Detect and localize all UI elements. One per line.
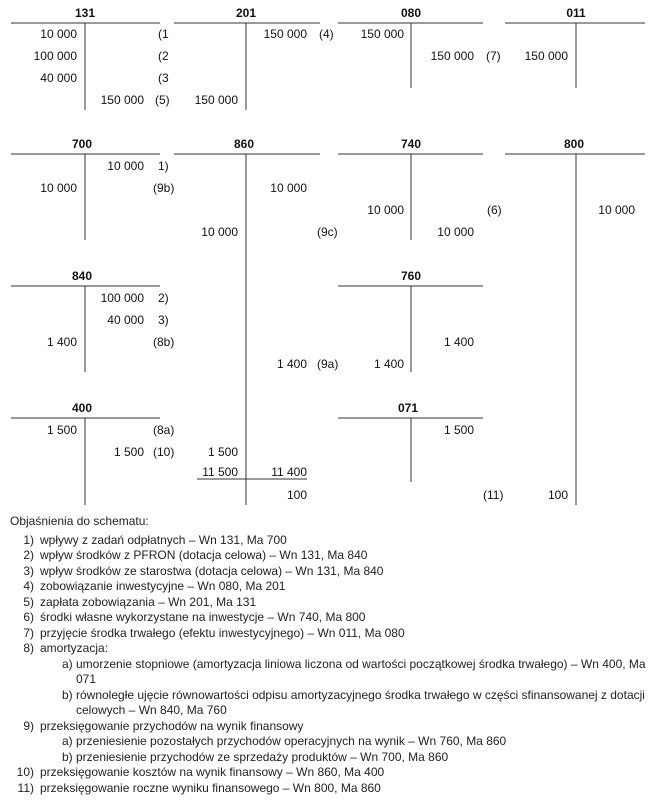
- entry-ref: (9a): [317, 357, 339, 371]
- account-title: 201: [235, 6, 257, 20]
- list-item: [10, 564, 646, 580]
- entry-amount: 150 000: [263, 27, 307, 41]
- account-760: [338, 269, 483, 372]
- item-text: środki własne wykorzystane na inwestycje – Wn 740, Ma 800: [40, 610, 366, 624]
- sub-item-letter: b): [62, 749, 73, 764]
- entry-ref: (4): [319, 27, 334, 41]
- entry-ref: (11): [483, 488, 504, 502]
- list-item: [10, 548, 646, 564]
- list-item: [10, 765, 646, 781]
- list-item: [10, 579, 646, 595]
- account-title: 080: [400, 6, 422, 20]
- entry-amount: 10 000: [598, 203, 635, 217]
- account-title: 800: [563, 137, 585, 151]
- sub-item-text: umorzenie stopniowe (amortyzacja liniowa liczona od wartości początkowej środka trwałego) – Wn 400, Ma 071: [76, 656, 646, 686]
- account-840: [11, 269, 174, 372]
- entry-amount: 10 000: [201, 225, 238, 239]
- entry-ref: (7): [486, 49, 501, 63]
- entry-ref: (9c): [317, 225, 338, 239]
- entry-amount: 1 500: [113, 445, 144, 459]
- entry-amount: 150 000: [430, 49, 474, 63]
- entry-ref: (6): [487, 203, 502, 217]
- item-text: wpływy z zadań odpłatnych – Wn 131, Ma 700: [40, 532, 287, 547]
- notes-heading: Objaśnienia do schematu:: [10, 514, 149, 528]
- item-number: 5): [23, 594, 34, 609]
- entry-ref: 2): [158, 291, 169, 305]
- entry-amount: 1 500: [443, 423, 474, 437]
- item-number: 9): [23, 718, 34, 733]
- notes-list: [10, 533, 646, 797]
- list-item: [10, 719, 646, 735]
- entry-amount: 150 000: [360, 27, 404, 41]
- schema-notes: [10, 514, 646, 796]
- entry-amount: 100 000: [33, 49, 77, 63]
- item-number: 1): [23, 532, 34, 547]
- sub-list-item: [10, 688, 646, 719]
- account-title: 131: [74, 6, 96, 20]
- account-071: [338, 401, 483, 482]
- entry-amount: 10 000: [40, 181, 77, 195]
- sub-item-letter: b): [62, 687, 73, 702]
- entry-amount: 11 500: [202, 465, 238, 479]
- sub-list-item: [10, 657, 646, 688]
- item-number: 2): [23, 548, 34, 562]
- entry-amount: 1 500: [46, 423, 77, 437]
- account-800: [483, 137, 645, 505]
- entry-amount: 1 400: [373, 357, 404, 371]
- account-title: 760: [400, 269, 422, 283]
- sub-item-letter: a): [62, 656, 73, 671]
- entry-amount: 10 000: [367, 203, 404, 217]
- entry-amount: 150 000: [524, 49, 568, 63]
- entry-amount: 10 000: [437, 225, 474, 239]
- account-title: 860: [233, 137, 255, 151]
- entry-amount: 100: [547, 488, 568, 502]
- item-number: 6): [23, 610, 34, 624]
- item-text: przeksięgowanie roczne wyniku finansowego – Wn 800, Ma 860: [40, 780, 381, 795]
- item-text: przyjęcie środka trwałego (efektu inwestycyjnego) – Wn 011, Ma 080: [40, 625, 405, 640]
- list-item: [10, 595, 646, 611]
- entry-amount: 100 000: [100, 291, 144, 305]
- account-131: [11, 6, 170, 110]
- entry-ref: (3: [158, 71, 169, 85]
- sub-list-item: [10, 734, 646, 750]
- account-title: 011: [566, 6, 586, 20]
- entry-ref: (9b): [153, 181, 175, 195]
- list-item: [10, 610, 646, 626]
- item-text: amortyzacja:: [40, 641, 109, 655]
- sub-item-letter: a): [62, 734, 73, 748]
- account-700: [11, 137, 174, 240]
- entry-amount: 1 400: [46, 335, 77, 349]
- sub-list-item: [10, 750, 646, 766]
- account-400: [11, 401, 174, 505]
- entry-ref: (8b): [153, 335, 175, 349]
- item-number: 3): [23, 563, 34, 578]
- item-number: 7): [23, 625, 34, 640]
- account-title: 071: [397, 401, 419, 415]
- sub-item-text: równoległe ujęcie równowartości odpisu amortyzacyjnego środka trwałego w części sfinansowanej z dotacji celowych – Wn 840, Ma 760: [76, 687, 645, 717]
- account-title: 400: [71, 401, 93, 415]
- entry-ref: (10): [153, 445, 175, 459]
- entry-amount: 150 000: [100, 93, 144, 107]
- account-860: [174, 137, 338, 505]
- entry-amount: 150 000: [194, 93, 238, 107]
- entry-amount: 100: [286, 488, 307, 502]
- account-740: [338, 137, 502, 240]
- entry-ref: (2: [158, 49, 169, 63]
- item-text: wpływ środków ze starostwa (dotacja celowa) – Wn 131, Ma 840: [40, 563, 384, 578]
- account-201: [174, 6, 334, 110]
- list-item: [10, 781, 646, 797]
- entry-amount: 40 000: [40, 71, 77, 85]
- entry-amount: 10 000: [270, 181, 307, 195]
- item-text: zobowiązanie inwestycyjne – Wn 080, Ma 201: [40, 579, 286, 593]
- entry-amount: 10 000: [107, 159, 144, 173]
- entry-amount: 11 400: [271, 465, 307, 479]
- item-number: 10): [16, 765, 34, 779]
- account-011: [505, 6, 645, 88]
- entry-ref: 3): [158, 313, 169, 327]
- sub-item-text: przeniesienie przychodów ze sprzedaży produktów – Wn 700, Ma 860: [76, 749, 449, 764]
- entry-amount: 1 400: [443, 335, 474, 349]
- entry-amount: 40 000: [107, 313, 144, 327]
- account-title: 700: [71, 137, 93, 151]
- sub-item-text: przeniesienie pozostałych przychodów operacyjnych na wynik – Wn 760, Ma 860: [76, 734, 507, 748]
- item-text: przeksięgowanie kosztów na wynik finansowy – Wn 860, Ma 400: [40, 765, 385, 779]
- account-080: [338, 6, 501, 88]
- entry-ref: (1: [158, 27, 169, 41]
- item-text: wpływ środków z PFRON (dotacja celowa) – Wn 131, Ma 840: [40, 548, 368, 562]
- list-item: [10, 641, 646, 657]
- entry-ref: 1): [158, 159, 169, 173]
- account-title: 740: [400, 137, 422, 151]
- entry-amount: 1 400: [276, 357, 307, 371]
- item-number: 8): [23, 641, 34, 655]
- item-number: 11): [17, 780, 34, 795]
- entry-amount: 1 500: [207, 445, 238, 459]
- list-item: [10, 533, 646, 549]
- item-number: 4): [23, 579, 34, 593]
- list-item: [10, 626, 646, 642]
- item-text: zapłata zobowiązania – Wn 201, Ma 131: [40, 594, 257, 609]
- account-title: 840: [71, 269, 93, 283]
- entry-ref: (5): [155, 93, 170, 107]
- item-text: przeksięgowanie przychodów na wynik finansowy: [40, 718, 304, 733]
- entry-amount: 10 000: [40, 27, 77, 41]
- entry-ref: (8a): [153, 423, 175, 437]
